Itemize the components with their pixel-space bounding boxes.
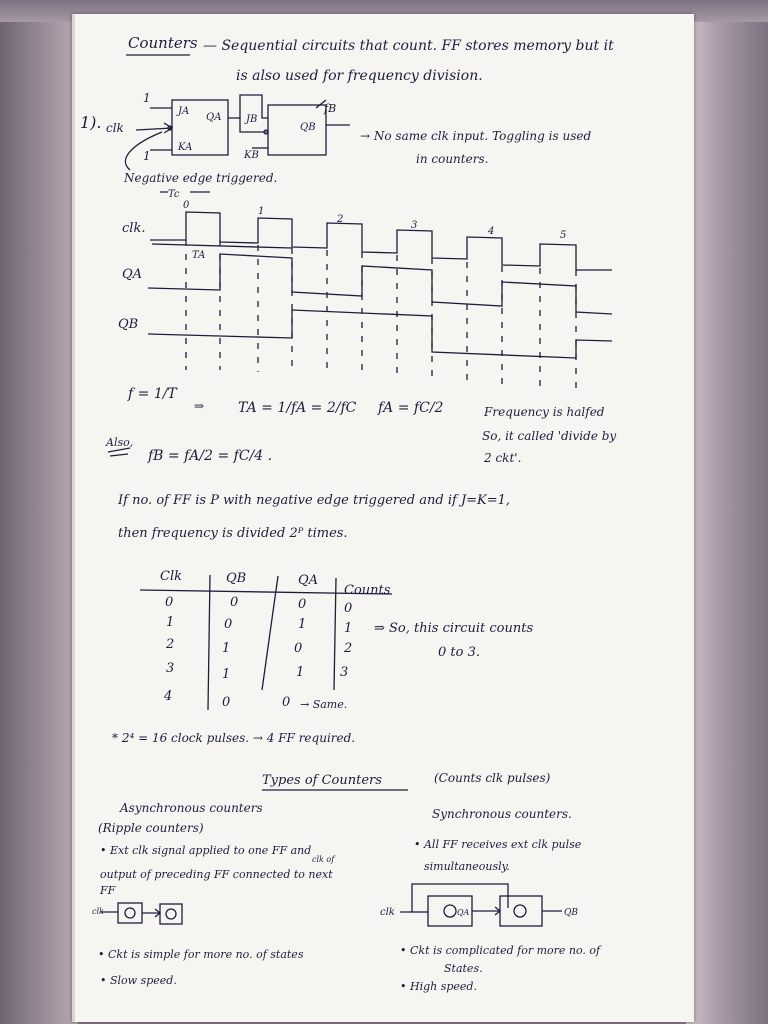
clk-waveform xyxy=(150,212,612,270)
pulse-number-0: 0 xyxy=(183,200,190,211)
sync-speed-note: • High speed. xyxy=(400,980,477,993)
frequency-note-line-3: 2 ckt'. xyxy=(484,451,522,465)
ta-span xyxy=(152,244,292,248)
jb-label: JB xyxy=(246,114,258,125)
async-subtitle: (Ripple counters) xyxy=(98,821,204,835)
sync-qb-label: QB xyxy=(564,908,578,918)
pulse-number-2: 2 xyxy=(337,214,344,225)
circuit-note-line-1: → No same clk input. Toggling is used xyxy=(360,129,592,143)
table-row-2-qb: 1 xyxy=(222,641,231,656)
qb-waveform xyxy=(148,310,612,358)
table-header-counts: Counts xyxy=(344,583,391,598)
table-note-line-2: 0 to 3. xyxy=(438,645,480,660)
async-desc-line-1: • Ext clk signal applied to one FF and xyxy=(100,844,312,857)
sync-desc-line-2: simultaneously. xyxy=(424,860,510,873)
table-row-2-counts: 2 xyxy=(344,641,353,656)
table-row-1-clk: 1 xyxy=(166,615,175,630)
sync-ff-a-symbol xyxy=(444,905,456,917)
intro-line-1: — Sequential circuits that count. FF stores memory but it xyxy=(203,38,614,54)
formula-f: f = 1/T xyxy=(128,386,177,402)
sync-ff-b-symbol xyxy=(514,905,526,917)
async-desc-line-2: output of preceding FF connected to next xyxy=(100,868,333,881)
page-title: Counters xyxy=(128,34,198,52)
table-row-4-clk: 4 xyxy=(164,689,173,704)
table-row-1-qb: 0 xyxy=(224,617,233,632)
clk-wire-a xyxy=(136,128,172,130)
async-ff-b-symbol xyxy=(166,909,176,919)
table-row-4-qb: 0 xyxy=(222,695,231,710)
ka-label: KA xyxy=(178,142,193,153)
intro-line-2: is also used for frequency division. xyxy=(236,68,483,84)
table-row-3-qb: 1 xyxy=(222,667,231,682)
also-underline xyxy=(108,448,130,456)
formula-ta: TA = 1/fA = 2/fC xyxy=(238,400,357,416)
table-header-qb: QB xyxy=(226,571,247,586)
rule-line-1: If no. of FF is P with negative edge triggered and if J=K=1, xyxy=(118,493,511,508)
sync-ckt-note-line-1: • Ckt is complicated for more no. of xyxy=(400,944,601,957)
sync-title: Synchronous counters. xyxy=(432,807,572,821)
qb-label: QB xyxy=(300,122,316,133)
ja-label: JA xyxy=(178,106,190,117)
table-note-line-1: ⇒ So, this circuit counts xyxy=(374,621,534,636)
circuit-one-top: 1 xyxy=(143,91,151,105)
async-ff-a xyxy=(118,903,142,923)
sync-ckt-note-line-2: States. xyxy=(444,962,483,975)
timing-ta-label: TA xyxy=(192,250,206,261)
timing-clk-label: clk. xyxy=(122,221,146,236)
types-heading: Types of Counters xyxy=(262,773,382,788)
table-row-4-qa: 0 xyxy=(282,695,291,710)
pulse-number-1: 1 xyxy=(258,206,265,217)
async-ff-a-symbol xyxy=(125,908,135,918)
pulse-number-5: 5 xyxy=(560,230,567,241)
timing-qa-label: QA xyxy=(122,267,143,282)
sync-qa-label: QA xyxy=(457,908,470,917)
kb-label: KB xyxy=(244,150,259,161)
rule-line-2: then frequency is divided 2ᴾ times. xyxy=(118,526,348,541)
table-row-1-qa: 1 xyxy=(298,617,307,632)
flip-flop-b xyxy=(268,105,326,155)
formula-fa: fA = fC/2 xyxy=(378,400,444,416)
table-row-0-qa: 0 xyxy=(298,597,307,612)
sync-ff-b xyxy=(500,896,542,926)
qa-waveform xyxy=(148,254,612,314)
table-row-0-counts: 0 xyxy=(344,601,353,616)
types-subheading: (Counts clk pulses) xyxy=(434,771,551,785)
table-row-0-clk: 0 xyxy=(165,595,174,610)
timing-tc-label: Tc xyxy=(168,189,180,200)
circuit-one-bottom: 1 xyxy=(143,149,151,163)
table-row-3-clk: 3 xyxy=(166,661,175,676)
table-row-2-clk: 2 xyxy=(166,637,175,652)
table-divider-3 xyxy=(334,578,336,690)
pulses-note: * 2⁴ = 16 clock pulses. → 4 FF required. xyxy=(112,731,356,745)
async-title: Asynchronous counters xyxy=(120,801,263,815)
frequency-note-line-2: So, it called 'divide by xyxy=(482,429,617,443)
async-speed-note: • Slow speed. xyxy=(100,974,177,987)
table-divider-1 xyxy=(208,575,210,710)
frequency-note-line-1: Frequency is halfed xyxy=(484,405,605,419)
table-row-1-counts: 1 xyxy=(344,621,353,636)
count-table xyxy=(140,569,392,711)
item-number: 1). xyxy=(80,113,102,132)
sync-desc-line-1: • All FF receives ext clk pulse xyxy=(414,838,582,851)
async-desc-clk-of: clk of xyxy=(312,855,335,864)
pulse-number-4: 4 xyxy=(488,226,495,237)
timing-qb-label: QB xyxy=(118,317,139,332)
qa-label: QA xyxy=(206,112,222,123)
async-clk-label: clk xyxy=(92,907,104,916)
circuit-clk-label: clk xyxy=(106,121,124,135)
table-row-3-counts: 3 xyxy=(340,665,349,680)
table-header-clk: Clk xyxy=(160,569,182,584)
table-row-4-counts: → Same. xyxy=(300,698,348,711)
table-header-qa: QA xyxy=(298,573,319,588)
also-label: Also, xyxy=(106,436,134,449)
fb-out-label: fB xyxy=(324,102,337,115)
table-row-2-qa: 0 xyxy=(294,641,303,656)
sync-clk-label: clk xyxy=(380,907,395,918)
sync-clk-bus xyxy=(400,884,508,912)
timing-guides xyxy=(186,240,576,394)
table-divider-2 xyxy=(262,576,278,690)
async-desc-line-3: FF xyxy=(100,884,116,897)
formula-fb: fB = fA/2 = fC/4 . xyxy=(148,448,273,464)
table-row-0-qb: 0 xyxy=(230,595,239,610)
async-ff-b xyxy=(160,904,182,924)
pulse-number-3: 3 xyxy=(411,220,418,231)
table-row-3-qa: 1 xyxy=(296,665,305,680)
neg-edge-label: Negative edge triggered. xyxy=(124,171,278,185)
circuit-note-line-2: in counters. xyxy=(416,152,489,166)
formula-arrow: ⇒ xyxy=(194,399,205,413)
async-ckt-note: • Ckt is simple for more no. of states xyxy=(98,948,304,961)
